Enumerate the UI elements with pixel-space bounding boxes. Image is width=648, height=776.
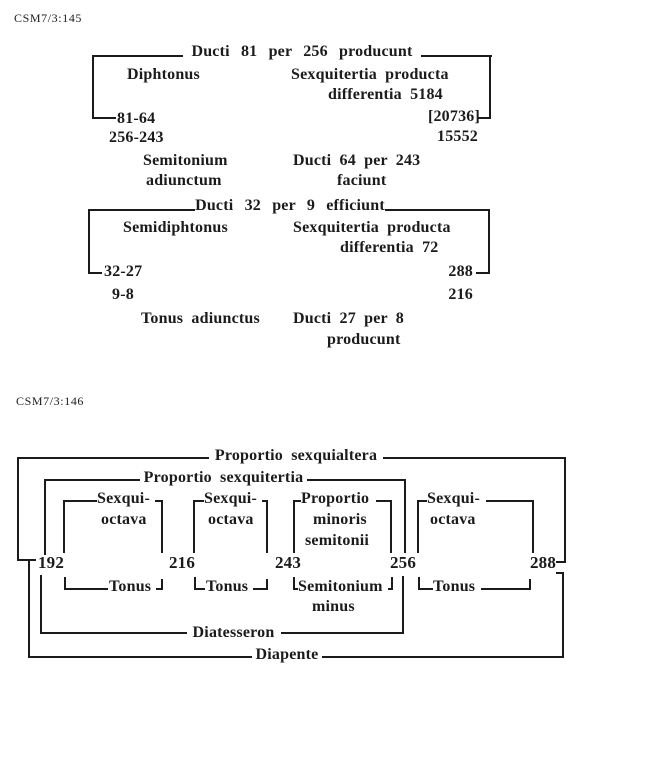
diagram1-ratio1: 81-64: [117, 110, 156, 127]
diagram1-interval-name: Diphtonus: [127, 66, 200, 83]
box2-label-line2: octava: [208, 511, 254, 528]
diagram2-title: Ducti 32 per 9 efficiunt: [195, 197, 385, 214]
box3-label-line3: semitonii: [305, 532, 370, 549]
bracket-line: [92, 55, 94, 119]
bracket-line: [418, 588, 433, 590]
diagram2-product-line1: Sexquitertia producta: [293, 219, 451, 236]
diagram2-ratio2: 9-8: [112, 286, 134, 303]
bracket-line: [562, 572, 564, 658]
number-192: 192: [37, 553, 65, 572]
bracket-line: [417, 500, 427, 502]
section-label-146: CSM7/3:146: [16, 394, 85, 408]
box3-interval-line2: minus: [312, 598, 355, 615]
diagram1-adjunct-line2: adiunctum: [146, 172, 222, 189]
bracket-line: [476, 272, 490, 274]
bracket-line: [488, 209, 490, 274]
bracket-line: [161, 500, 163, 553]
box4-label-line1: Sexqui-: [427, 490, 480, 507]
bracket-line: [417, 500, 419, 553]
diagram2-adjunct: Tonus adiunctus: [141, 310, 260, 327]
bracket-line: [161, 579, 163, 590]
bracket-line: [556, 572, 564, 574]
box3-interval-line1: Semitonium: [298, 578, 383, 595]
bracket-line: [391, 577, 393, 590]
bracket-line: [293, 500, 301, 502]
diagram1-value2: 15552: [437, 128, 478, 145]
bracket-line: [64, 588, 108, 590]
diagram2-operation-line1: Ducti 27 per 8: [293, 310, 404, 327]
diagram1-product-line1: Sexquitertia producta: [291, 66, 449, 83]
bracket-line: [404, 479, 406, 553]
bracket-line: [17, 457, 19, 560]
bracket-line: [88, 272, 102, 274]
bracket-line: [390, 500, 392, 553]
bracket-line: [17, 457, 209, 459]
bracket-line: [481, 588, 531, 590]
bracket-line: [266, 579, 268, 590]
bracket-line: [564, 457, 566, 562]
number-243: 243: [274, 553, 302, 572]
diagram1-adjunct-line1: Semitonium: [143, 152, 228, 169]
bracket-line: [92, 117, 116, 119]
section-label-145: CSM7/3:145: [14, 11, 83, 25]
box1-label-line1: Sexqui-: [97, 490, 150, 507]
diagram2-interval-name: Semidiphtonus: [123, 219, 228, 236]
bracket-line: [88, 209, 90, 274]
diagram2-value2: 216: [448, 286, 473, 303]
bracket-line: [194, 588, 205, 590]
box3-label-line1: Proportio: [301, 490, 370, 507]
diagram1-operation-line1: Ducti 64 per 243: [293, 152, 421, 169]
bracket-line: [63, 500, 65, 553]
bracket-line: [193, 500, 195, 553]
box2-label-line1: Sexqui-: [204, 490, 257, 507]
diagram1-ratio2: 256-243: [109, 129, 164, 146]
bracket-line: [293, 500, 295, 553]
bracket-line: [28, 560, 30, 658]
bracket-line: [529, 579, 531, 590]
diagram2-operation-line2: producunt: [327, 331, 401, 348]
box1-interval-label: Tonus: [109, 578, 152, 595]
bracket-line: [421, 55, 492, 57]
bracket-line: [88, 209, 195, 211]
bracket-line: [307, 479, 406, 481]
bracket-line: [486, 500, 534, 502]
bracket-line: [40, 632, 187, 634]
bracket-line: [266, 500, 268, 553]
bracket-line: [28, 656, 252, 658]
bracket-label-diapente: Diapente: [255, 646, 319, 663]
diagram1-value1: [20736]: [427, 108, 480, 125]
bracket-label-diatesseron: Diatesseron: [192, 624, 275, 641]
diagram2-product-line2: differentia 72: [340, 239, 439, 256]
box4-interval-label: Tonus: [433, 578, 476, 595]
diagram1-product-line2: differentia 5184: [328, 86, 443, 103]
box1-label-line2: octava: [101, 511, 147, 528]
number-256: 256: [389, 553, 417, 572]
diagram2-value1: 288: [448, 263, 473, 280]
bracket-line: [383, 457, 566, 459]
bracket-label-sexquialtera: Proportio sexquialtera: [214, 447, 378, 464]
number-216: 216: [168, 553, 196, 572]
bracket-line: [92, 55, 183, 57]
bracket-line: [193, 500, 204, 502]
box3-label-line2: minoris: [313, 511, 367, 528]
bracket-line: [44, 479, 140, 481]
bracket-line: [17, 559, 36, 561]
bracket-line: [40, 575, 42, 634]
bracket-line: [322, 656, 564, 658]
bracket-label-sexquitertia: Proportio sexquitertia: [143, 469, 304, 486]
box2-interval-label: Tonus: [206, 578, 249, 595]
bracket-line: [281, 632, 404, 634]
bracket-line: [44, 479, 46, 555]
bracket-line: [63, 500, 97, 502]
bracket-line: [385, 209, 490, 211]
bracket-line: [489, 55, 491, 119]
diagram2-ratio1: 32-27: [104, 263, 143, 280]
bracket-line: [402, 576, 404, 634]
number-288: 288: [529, 553, 557, 572]
bracket-line: [532, 500, 534, 553]
diagram1-operation-line2: faciunt: [337, 172, 387, 189]
diagram1-title: Ducti 81 per 256 producunt: [191, 43, 413, 60]
box4-label-line2: octava: [430, 511, 476, 528]
